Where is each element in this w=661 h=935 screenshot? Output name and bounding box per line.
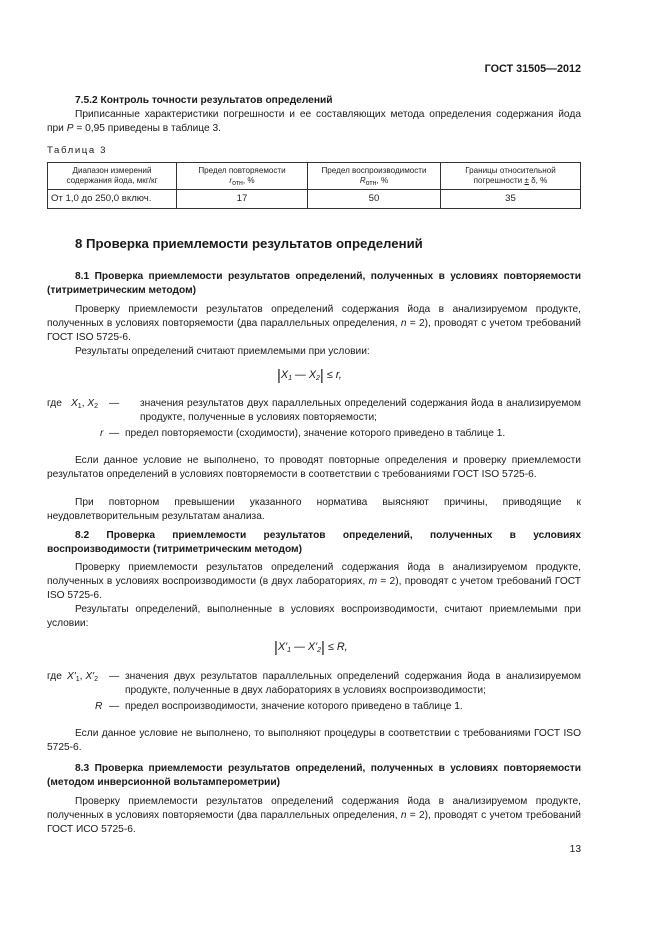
cell-delta: 35	[441, 190, 581, 209]
formula-x1: X	[280, 369, 289, 381]
symbol-x: X	[87, 398, 95, 409]
section-8-2-title: 8.2 Проверка приемлемости результатов определений, полученных в условиях воспроизводимости (титриметрическим методом)	[47, 530, 581, 555]
subscript: 1	[77, 403, 82, 410]
subscript: 2	[317, 647, 322, 654]
definition-x1p-x2p	[47, 670, 581, 700]
variable-n: n	[400, 317, 407, 329]
header-range: Диапазон измерений содержания йода, мкг/кг	[48, 163, 177, 190]
subscript: 1	[288, 375, 293, 382]
symbol-x: X	[71, 398, 78, 409]
section-7-5-2-paragraph	[47, 108, 581, 136]
section-8-1-paragraph-2: Результаты определений считают приемлемыми при условии:	[75, 346, 370, 357]
section-8-3-title: 8.3 Проверка приемлемости результатов определений, полученных в условиях повторяемости (методом инверсионной вольтамперометрии)	[47, 763, 581, 788]
cell-R: 50	[308, 190, 441, 209]
header-text: , %	[242, 176, 255, 185]
paragraph-text: = 2), проводят с учетом требований ГОСТ ИСО 5725-6.	[47, 809, 581, 835]
formula-repeatability: $|X_1$ — $X_2| \le r$,	[277, 367, 342, 384]
section-8-title: 8 Проверка приемлемости результатов определений	[75, 236, 423, 251]
formula-reproducibility: $|X'_1$ — $X'_2| \le R$,	[274, 639, 348, 656]
subscript: 2	[316, 375, 320, 382]
subscript: отн	[365, 180, 377, 187]
definition-text: предел воспроизводимости, значение которого приведено в таблице 1.	[125, 701, 463, 712]
header-text: , %	[376, 176, 389, 185]
variable-n: n	[400, 809, 407, 821]
symbol-R: R	[95, 701, 103, 712]
table-header-row	[48, 163, 581, 190]
table-3-caption: Таблица 3	[47, 145, 108, 156]
variable-p: P	[66, 122, 74, 134]
symbol-x-prime: X'	[85, 671, 95, 682]
subscript: 1	[287, 647, 292, 654]
page-number: 13	[569, 844, 581, 855]
plus-minus-sign: ±	[524, 176, 529, 185]
formula-rhs: ≤ R,	[327, 641, 348, 653]
formula-x1: X'	[277, 641, 288, 653]
header-text: Предел воспроизводимости	[321, 165, 427, 175]
paragraph-text: Проверку приемлемости результатов определений содержания йода в анализируемом продукте, полученных в условиях повторяемости (два параллельных определения,	[47, 304, 581, 329]
definition-symbol	[67, 670, 98, 684]
cell-r: 17	[177, 190, 308, 209]
symbol-r: r	[100, 428, 104, 439]
section-8-2-paragraph-2: Результаты определений, выполненные в условиях воспроизводимости, считают приемлемыми при условии:	[47, 604, 581, 629]
paragraph-text: Проверку приемлемости результатов определений содержания йода в анализируемом продукте, полученных в условиях повторяемости (два параллельных определения,	[47, 796, 581, 821]
table-row	[48, 190, 581, 209]
section-8-2-paragraph-1	[47, 561, 581, 603]
section-8-1-paragraph-1	[47, 303, 581, 345]
subscript: 2	[94, 676, 98, 683]
separator: ,	[79, 671, 86, 682]
header-text: δ, %	[528, 176, 548, 185]
section-8-3-paragraph-1	[47, 795, 581, 837]
document-code-header: ГОСТ 31505—2012	[484, 63, 581, 75]
formula-minus: —	[294, 641, 305, 653]
paragraph-text: = 0,95 приведены в таблице 3.	[73, 122, 221, 134]
definition-text: значения двух результатов параллельных определений содержания йода в анализируемом продукте, полученные в двух лабораториях в условиях воспроизводимости;	[125, 671, 581, 696]
symbol-r: r	[229, 176, 233, 185]
definition-R	[47, 700, 581, 715]
separator: ,	[81, 398, 88, 409]
subscript: 1	[75, 676, 80, 683]
table-3	[47, 162, 581, 209]
section-8-1-paragraph-4: При повторном превышении указанного норматива выясняют причины, приводящие к неудовлетворительным результатам анализа.	[47, 497, 581, 522]
formula-rhs: ≤ r,	[326, 369, 342, 381]
formula-minus: —	[295, 369, 306, 381]
definition-dash: —	[109, 671, 120, 682]
definition-x1-x2	[47, 397, 581, 427]
where-label: где	[47, 671, 62, 682]
subscript: отн	[232, 180, 243, 187]
header-text: Предел повторяемости	[198, 165, 286, 175]
definition-dash: —	[109, 701, 120, 712]
formula-x2: X'	[307, 641, 318, 653]
header-repeatability	[177, 163, 308, 190]
section-8-1-paragraph-3: Если данное условие не выполнено, то проводят повторные определения и проверку приемлемости результатов определений в условиях повторяемости в соответствии с требованиями ГОСТ ISO 5725-6.	[47, 455, 581, 480]
header-reproducibility	[308, 163, 441, 190]
section-7-5-2-title: 7.5.2 Контроль точности результатов определений	[75, 95, 333, 106]
definition-dash: —	[109, 398, 120, 409]
where-label: где	[47, 398, 62, 409]
symbol-x-prime: X'	[67, 671, 76, 682]
cell-range: От 1,0 до 250,0 включ.	[48, 190, 177, 209]
header-text: Границы относительной погрешности	[465, 165, 556, 185]
section-8-1-title: 8.1 Проверка приемлемости результатов определений, полученных в условиях повторяемости (титриметрическим методом)	[47, 271, 581, 296]
paragraph-text: = 2), проводят с учетом требований ГОСТ ISO 5725-6.	[47, 575, 581, 601]
subscript: 2	[94, 403, 99, 410]
definition-symbol	[71, 397, 98, 411]
variable-m: m	[368, 575, 378, 587]
formula-x2: X	[308, 369, 317, 381]
paragraph-text: Приписанные характеристики погрешности и ее составляющих метода определения содержания йода при	[47, 109, 581, 134]
definition-r	[47, 427, 581, 442]
paragraph-text: = 2), проводят с учетом требований ГОСТ ISO 5725-6.	[47, 317, 581, 343]
section-8-2-paragraph-3: Если данное условие не выполнено, то выполняют процедуры в соответствии с требованиями ГОСТ ISO 5725-6.	[47, 728, 581, 753]
definition-text: значения результатов двух параллельных определений содержания йода в анализируемом продукте, полученные в условиях повторяемости;	[140, 398, 581, 423]
definition-dash: —	[109, 428, 120, 439]
symbol-R: R	[359, 176, 366, 185]
header-error-bounds	[441, 163, 581, 190]
paragraph-text: Проверку приемлемости результатов определений содержания йода в анализируемом продукте, полученных в условиях воспроизводимости (в двух лабораториях,	[47, 562, 581, 587]
definition-text: предел повторяемости (сходимости), значение которого приведено в таблице 1.	[125, 428, 506, 439]
